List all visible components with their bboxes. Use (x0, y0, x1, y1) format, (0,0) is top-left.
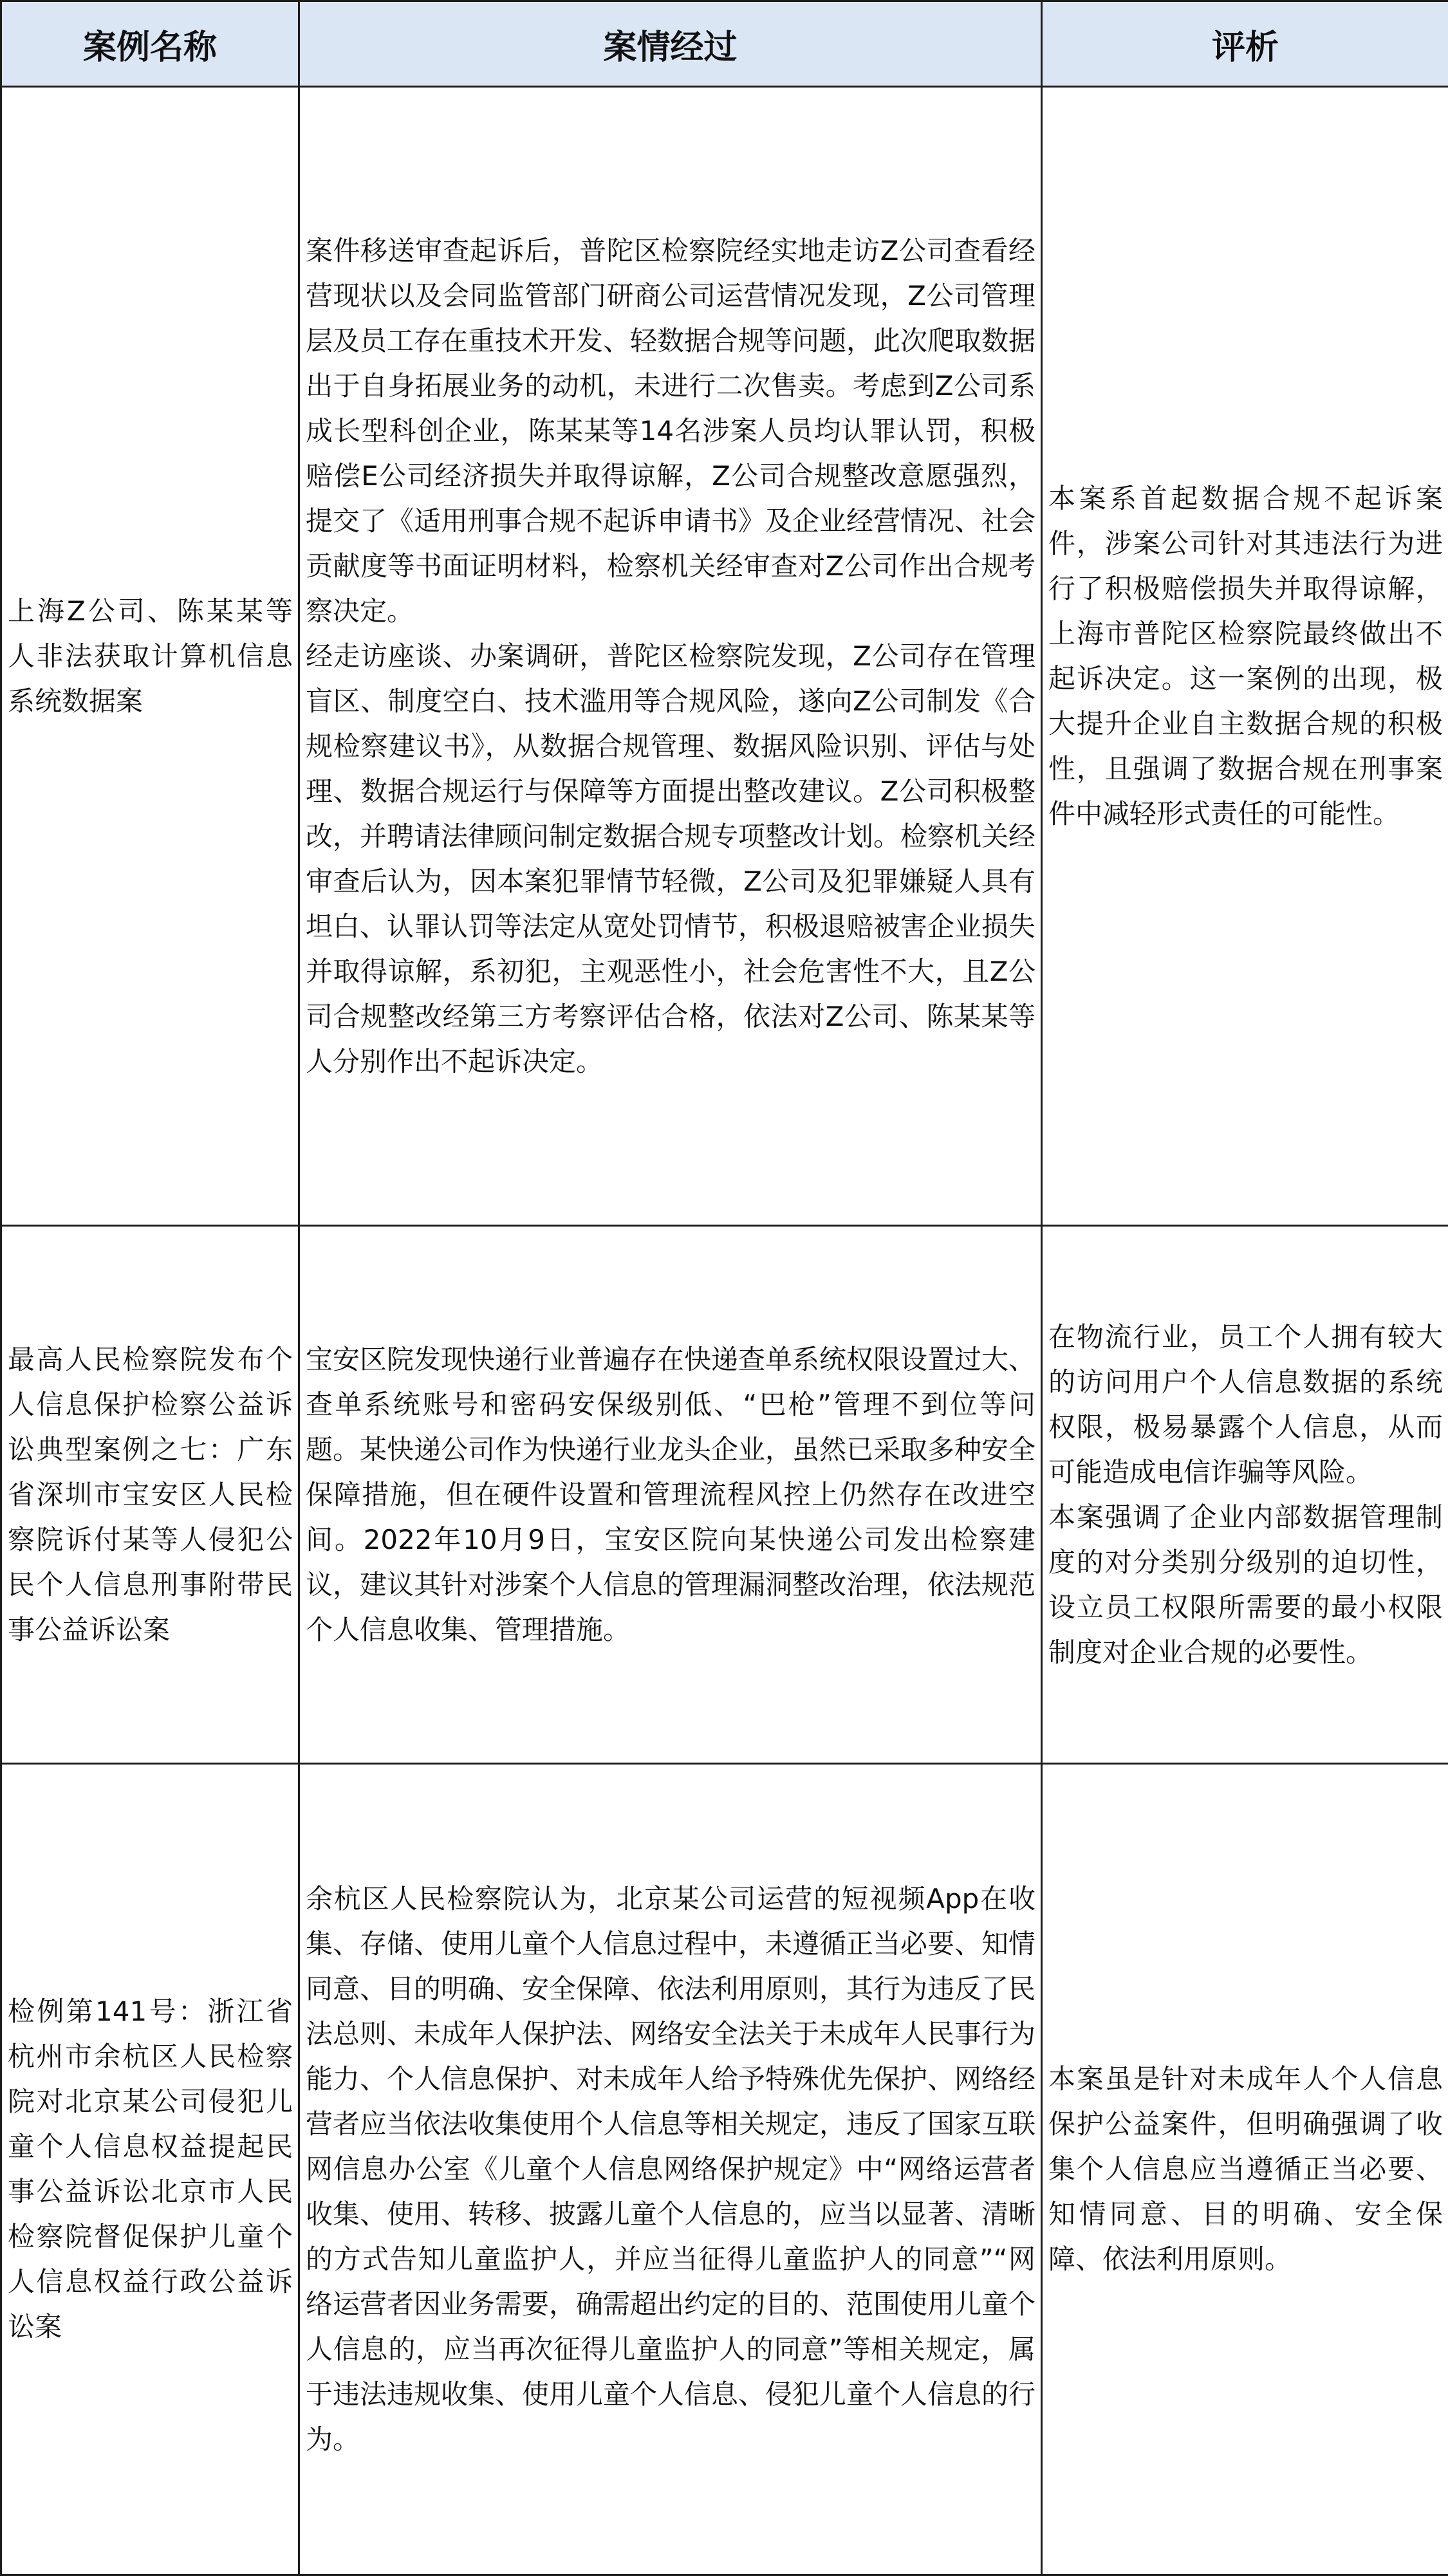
process-paragraph: 宝安区院发现快递行业普遍存在快递查单系统权限设置过大、查单系统账号和密码安保级别低、“巴枪”管理不到位等问题。某快递公司作为快递行业龙头企业，虽然已采取多种安全保障措施，但在硬件设置和管理流程风控上仍然存在改进空间。2022年10月9日，宝安区院向某快递公司发出检察建议，建议其针对涉案个人信息的管理漏洞整改治理，依法规范个人信息收集、管理措施。 (306, 1337, 1035, 1653)
analysis-paragraph: 本案系首起数据合规不起诉案件，涉案公司针对其违法行为进行了积极赔偿损失并取得谅解，上海市普陀区检察院最终做出不起诉决定。这一案例的出现，极大提升企业自主数据合规的积极性，且强调了数据合规在刑事案件中减轻形式责任的可能性。 (1048, 476, 1443, 837)
analysis-cell (1042, 1764, 1448, 2575)
case-process-cell (299, 1226, 1042, 1764)
header-analysis: 评析 (1042, 1, 1448, 87)
analysis-paragraph: 本案强调了企业内部数据管理制度的对分类别分级别的迫切性，设立员工权限所需要的最小权限制度对企业合规的必要性。 (1048, 1495, 1443, 1675)
process-paragraph: 余杭区人民检察院认为，北京某公司运营的短视频App在收集、存储、使用儿童个人信息过程中，未遵循正当必要、知情同意、目的明确、安全保障、依法利用原则，其行为违反了民法总则、未成年人保护法、网络安全法关于未成年人民事行为能力、个人信息保护、对未成年人给予特殊优先保护、网络经营者应当依法收集使用个人信息等相关规定，违反了国家互联网信息办公室《儿童个人信息网络保护规定》中“网络运营者收集、使用、转移、披露儿童个人信息的，应当以显著、清晰的方式告知儿童监护人，并应当征得儿童监护人的同意”“网络运营者因业务需要，确需超出约定的目的、范围使用儿童个人信息的，应当再次征得儿童监护人的同意”等相关规定，属于违法违规收集、使用儿童个人信息、侵犯儿童个人信息的行为。 (306, 1876, 1035, 2462)
case-process-cell (299, 1764, 1042, 2575)
case-name-cell: 最高人民检察院发布个人信息保护检察公益诉讼典型案例之七：广东省深圳市宝安区人民检察院诉付某等人侵犯公民个人信息刑事附带民事公益诉讼案 (1, 1226, 299, 1764)
table-row (1, 87, 1448, 1226)
case-name-cell: 上海Z公司、陈某某等人非法获取计算机信息系统数据案 (1, 87, 299, 1226)
header-case-name: 案例名称 (1, 1, 299, 87)
table-row (1, 1226, 1448, 1764)
process-paragraph: 案件移送审查起诉后，普陀区检察院经实地走访Z公司查看经营现状以及会同监管部门研商公司运营情况发现，Z公司管理层及员工存在重技术开发、轻数据合规等问题，此次爬取数据出于自身拓展业务的动机，未进行二次售卖。考虑到Z公司系成长型科创企业，陈某某等14名涉案人员均认罪认罚，积极赔偿E公司经济损失并取得谅解，Z公司合规整改意愿强烈，提交了《适用刑事合规不起诉申请书》及企业经营情况、社会贡献度等书面证明材料，检察机关经审查对Z公司作出合规考察决定。 (306, 228, 1035, 634)
header-row (1, 1, 1448, 87)
header-case-process: 案情经过 (299, 1, 1042, 87)
case-process-cell (299, 87, 1042, 1226)
case-name-cell: 检例第141号：浙江省杭州市余杭区人民检察院对北京某公司侵犯儿童个人信息权益提起民事公益诉讼北京市人民检察院督促保护儿童个人信息权益行政公益诉讼案 (1, 1764, 299, 2575)
analysis-paragraph: 本案虽是针对未成年人个人信息保护公益案件，但明确强调了收集个人信息应当遵循正当必要、知情同意、目的明确、安全保障、依法利用原则。 (1048, 2057, 1443, 2282)
analysis-cell (1042, 87, 1448, 1226)
process-paragraph: 经走访座谈、办案调研，普陀区检察院发现，Z公司存在管理盲区、制度空白、技术滥用等合规风险，遂向Z公司制发《合规检察建议书》，从数据合规管理、数据风险识别、评估与处理、数据合规运行与保障等方面提出整改建议。Z公司积极整改，并聘请法律顾问制定数据合规专项整改计划。检察机关经审查后认为，因本案犯罪情节轻微，Z公司及犯罪嫌疑人具有坦白、认罪认罚等法定从宽处罚情节，积极退赔被害企业损失并取得谅解，系初犯，主观恶性小，社会危害性不大，且Z公司合规整改经第三方考察评估合格，依法对Z公司、陈某某等人分别作出不起诉决定。 (306, 634, 1035, 1084)
table-row (1, 1764, 1448, 2575)
analysis-paragraph: 在物流行业，员工个人拥有较大的访问用户个人信息数据的系统权限，极易暴露个人信息，从而可能造成电信诈骗等风险。 (1048, 1315, 1443, 1495)
analysis-cell (1042, 1226, 1448, 1764)
